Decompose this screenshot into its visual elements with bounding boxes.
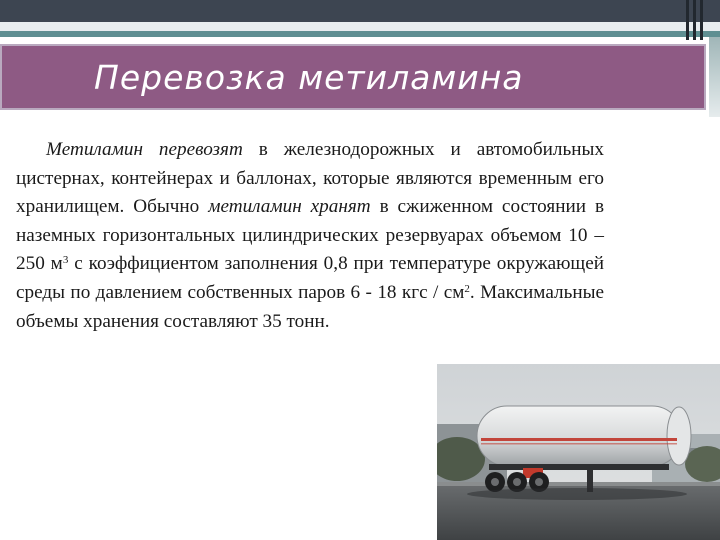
sentence-max-volume: . Максимальные объемы хранения составляют 35 тонн. xyxy=(16,281,605,332)
sentence-transport: в железнодорожных и автомобильных цистернах, контейнерах и баллонах, которые являются временным его хранилищем. xyxy=(16,139,605,218)
top-decor-bar xyxy=(0,0,720,22)
tanker-truck-photo xyxy=(437,364,720,540)
body-paragraph xyxy=(16,136,604,336)
word-usually: Обычно xyxy=(133,196,200,218)
right-edge-decor xyxy=(709,37,720,117)
term-methylamine: Метиламин xyxy=(46,139,143,160)
corner-decor xyxy=(686,0,710,40)
top-decor-gap xyxy=(0,22,720,31)
sentence-storage: в сжиженном состоянии в наземных горизонтальных цилиндрических резервуарах объемом 10 – 250 $м^3$ с коэффициентом заполнения 0,8 при температуре окружающей среды по давлением собственных паров 6 - 18 кгс / $см^2$ xyxy=(16,196,605,303)
slide-title: Перевозка метиламина xyxy=(94,58,524,97)
verb-transport: перевозят xyxy=(158,139,243,160)
title-banner xyxy=(0,44,706,110)
verb-store: хранят xyxy=(310,196,371,218)
accent-stripe xyxy=(0,31,720,37)
term-methylamine-2: метиламин xyxy=(208,196,302,218)
tanker-truck-image xyxy=(437,364,720,540)
